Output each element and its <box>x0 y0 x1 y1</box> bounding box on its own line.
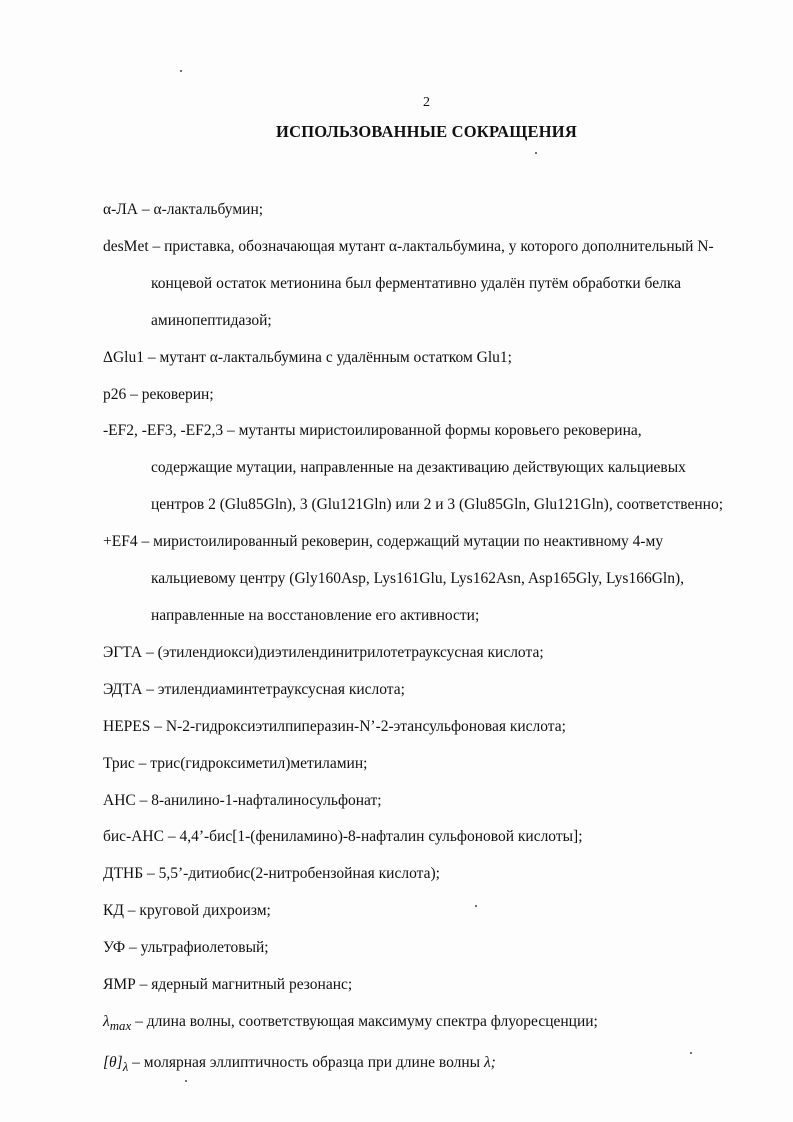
lambda-subscript: max <box>109 1018 132 1034</box>
lambda-max-entry <box>103 1004 753 1045</box>
abbreviation-list <box>103 192 753 1086</box>
entry-line: кальциевому центру (Gly160Asp, Lys161Glu, Lys162Asn, Asp165Gly, Lys166Gln), <box>151 570 684 588</box>
scan-speck <box>690 1052 692 1054</box>
entry-line: АНС – 8-анилино-1-нафталиносульфонат; <box>103 791 382 809</box>
entry-line: содержащие мутации, направленные на дезактивацию действующих кальциевых <box>151 459 686 477</box>
entry-line: ЭДТА – этилендиаминтетрауксусная кислота; <box>103 680 405 698</box>
theta-symbol: [θ] <box>103 1053 123 1071</box>
entry-line: ЯМР – ядерный магнитный резонанс; <box>103 976 353 994</box>
abbreviation-entry <box>103 930 753 967</box>
entry-line <box>103 1045 753 1086</box>
entry-line: центров 2 (Glu85Gln), 3 (Glu121Gln) или 2 и 3 (Glu85Gln, Glu121Gln), соответственно; <box>151 496 724 514</box>
theta-end: λ; <box>483 1053 496 1071</box>
lambda-symbol: λ <box>103 1012 110 1030</box>
entry-line: аминопептидазой; <box>151 311 272 329</box>
abbreviation-entry <box>103 709 753 746</box>
page-title: ИСПОЛЬЗОВАННЫЕ СОКРАЩЕНИЯ <box>276 122 577 141</box>
entry-line: ЭГТА – (этилендиокси)диэтилендинитрилотетрауксусная кислота; <box>103 643 544 661</box>
entry-line: КД – круговой дихроизм; <box>103 902 271 920</box>
entry-line: направленные на восстановление его активности; <box>151 606 480 624</box>
theta-subscript: λ <box>122 1059 129 1075</box>
entry-line: УФ – ультрафиолетовый; <box>103 939 269 957</box>
page-number: 2 <box>423 95 430 110</box>
scan-speck <box>475 905 477 907</box>
abbreviation-entry <box>103 672 753 709</box>
abbreviation-entry <box>103 856 753 893</box>
theta-definition: – молярная эллиптичность образца при длине волны <box>128 1053 484 1071</box>
entry-line: концевой остаток метионина был ферментативно удалён путём обработки белка <box>151 274 681 292</box>
abbreviation-entry <box>103 377 753 414</box>
abbreviation-entry <box>103 819 753 856</box>
abbreviation-entry <box>103 192 753 229</box>
scan-speck <box>185 1080 187 1082</box>
abbreviation-entry <box>103 783 753 820</box>
abbreviation-entry <box>103 635 753 672</box>
lambda-definition: – длина волны, соответствующая максимуму спектра флуоресценции; <box>131 1012 598 1030</box>
entry-line: ΔGlu1 – мутант α-лактальбумина с удалённым остатком Glu1; <box>103 348 512 366</box>
scan-speck <box>535 152 537 154</box>
theta-entry <box>103 1045 753 1086</box>
abbreviation-entry <box>103 229 753 340</box>
entry-line: desMet – приставка, обозначающая мутант α-лактальбумина, у которого дополнительный N- <box>103 237 714 255</box>
entry-line: p26 – рековерин; <box>103 385 214 403</box>
abbreviation-entry <box>103 413 753 524</box>
entry-line: Трис – трис(гидроксиметил)метиламин; <box>103 754 368 772</box>
abbreviation-entry <box>103 524 753 635</box>
abbreviation-entry <box>103 967 753 1004</box>
abbreviation-entry <box>103 746 753 783</box>
entry-line: HEPES – N-2-гидроксиэтилпиперазин-N’-2-этансульфоновая кислота; <box>103 717 566 735</box>
entry-line: α-ЛА – α-лактальбумин; <box>103 201 264 218</box>
entry-line <box>103 1004 753 1045</box>
entry-line: ДТНБ – 5,5’-дитиобис(2-нитробензойная кислота); <box>103 865 440 883</box>
abbreviation-entry <box>103 893 753 930</box>
entry-line: +EF4 – миристоилированный рековерин, содержащий мутации по неактивному 4-му <box>103 533 664 551</box>
entry-line: бис-АНС – 4,4’-бис[1-(фениламино)-8-нафталин сульфоновой кислоты]; <box>103 828 583 846</box>
entry-line: -EF2, -EF3, -EF2,3 – мутанты миристоилированной формы коровьего рековерина, <box>103 422 642 440</box>
scan-speck <box>180 70 182 72</box>
abbreviation-entry <box>103 340 753 377</box>
